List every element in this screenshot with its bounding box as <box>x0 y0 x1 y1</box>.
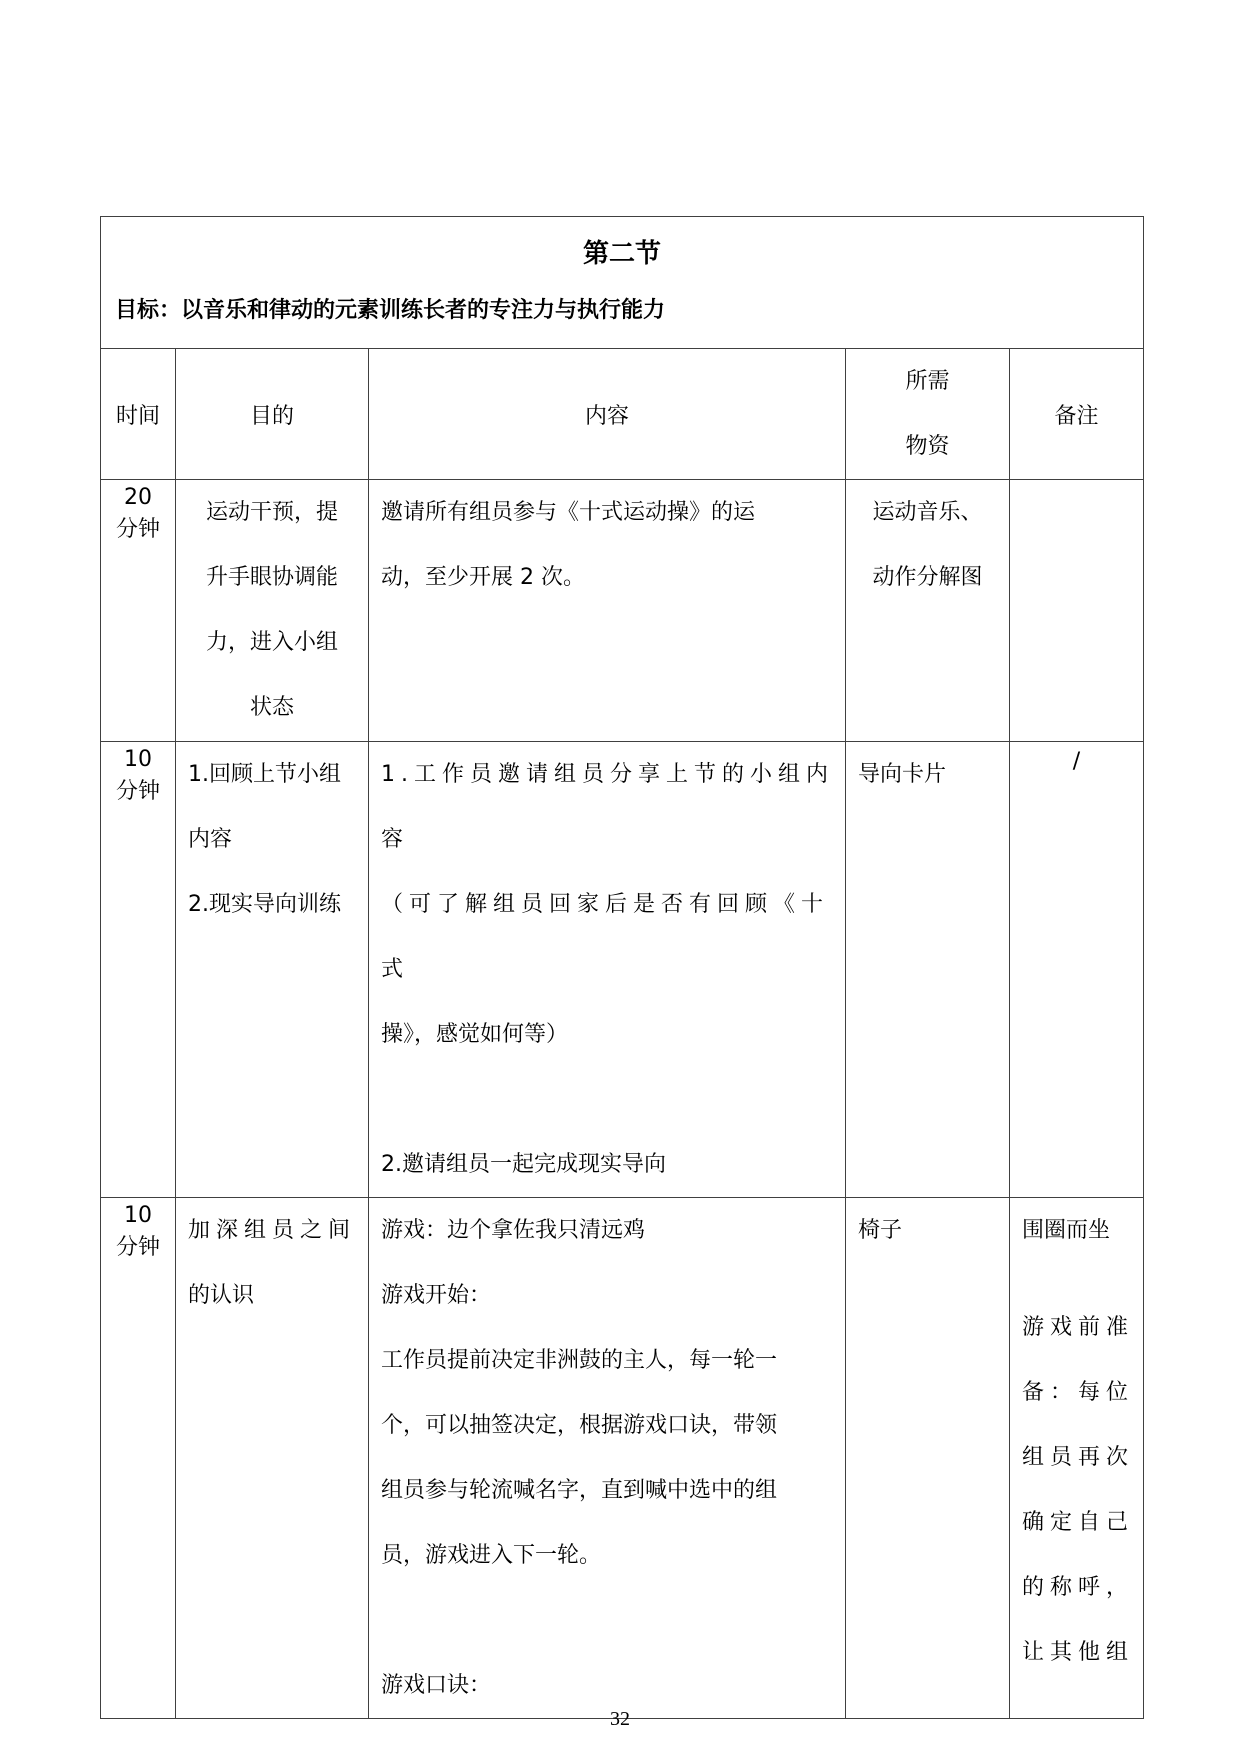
session-table <box>100 216 1144 1719</box>
purpose-cell: 运动干预，提 升手眼协调能 力，进入小组 状态 <box>176 480 369 742</box>
purpose-cell: 1.回顾上节小组 内容 2.现实导向训练 <box>176 742 369 1198</box>
col-materials: 所需 物资 <box>846 349 1010 480</box>
table-row <box>101 1198 1144 1719</box>
materials-cell: 椅子 <box>846 1198 1010 1719</box>
col-notes: 备注 <box>1010 349 1144 480</box>
table-row <box>101 742 1144 1198</box>
time-cell: 10 分钟 <box>101 1198 176 1719</box>
col-time: 时间 <box>101 349 176 480</box>
page-number: 32 <box>610 1708 630 1730</box>
column-header-row <box>101 349 1144 480</box>
section-goal: 目标：以音乐和律动的元素训练长者的专注力与执行能力 <box>115 298 666 323</box>
table-row <box>101 480 1144 742</box>
materials-cell: 导向卡片 <box>846 742 1010 1198</box>
col-purpose: 目的 <box>176 349 369 480</box>
content-cell: 邀请所有组员参与《十式运动操》的运 动，至少开展 2 次。 <box>369 480 846 742</box>
content-cell: 游戏：边个拿佐我只清远鸡 游戏开始： 工作员提前决定非洲鼓的主人，每一轮一 个，可以抽签决定，根据游戏口诀，带领 组员参与轮流喊名字，直到喊中选中的组 员，游戏进入下一轮。 游戏口诀： <box>369 1198 846 1719</box>
section-header <box>101 217 1144 349</box>
time-cell: 20 分钟 <box>101 480 176 742</box>
col-content: 内容 <box>369 349 846 480</box>
time-cell: 10 分钟 <box>101 742 176 1198</box>
notes-cell: / <box>1010 742 1144 1198</box>
notes-cell <box>1010 480 1144 742</box>
purpose-cell: 加深组员之间 的认识 <box>176 1198 369 1719</box>
content-cell: 1.工作员邀请组员分享上节的小组内容 （可了解组员回家后是否有回顾《十式 操》，感觉如何等） 2.邀请组员一起完成现实导向 <box>369 742 846 1198</box>
section-title: 第二节 <box>583 239 662 269</box>
materials-cell: 运动音乐、 动作分解图 <box>846 480 1010 742</box>
notes-cell: 围圈而坐 游戏前准 备：每位 组员再次 确定自己 的称呼， 让其他组 <box>1010 1198 1144 1719</box>
